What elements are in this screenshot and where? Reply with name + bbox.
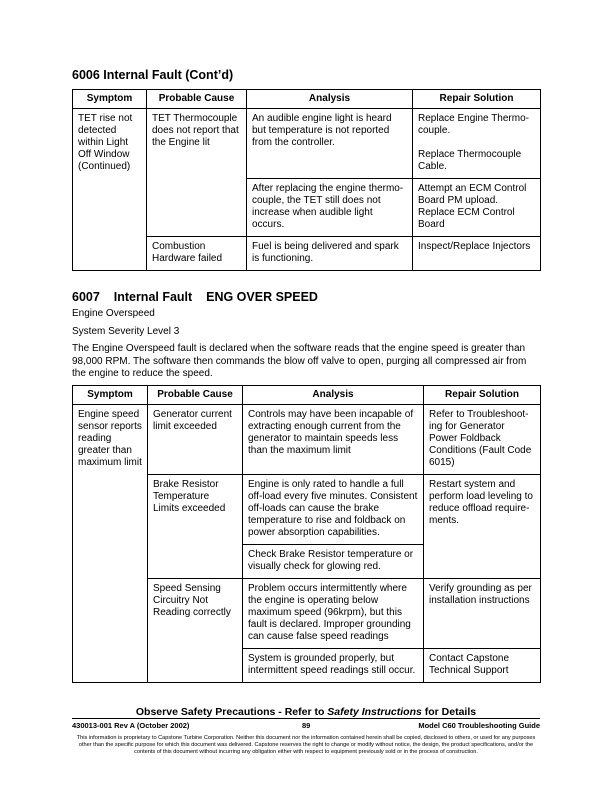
table-row bbox=[73, 405, 541, 475]
cause-cell: Speed Sensing Circuitry Not Reading correctly bbox=[148, 579, 243, 683]
table-header-row bbox=[73, 90, 541, 109]
repair-cell: Contact Capstone Technical Support bbox=[424, 649, 541, 683]
header-analysis: Analysis bbox=[247, 90, 413, 109]
repair-cell: Verify grounding as per installation instructions bbox=[424, 579, 541, 649]
analysis-cell: Engine is only rated to handle a full off-load every five minutes. Consistent off-loads can cause the brake temperature to rise and foldback on power absorption capabilities. bbox=[243, 475, 424, 545]
cause-cell: Generator current limit exceeded bbox=[148, 405, 243, 475]
repair-cell: Restart system and perform load leveling to reduce offload require-ments. bbox=[424, 475, 541, 579]
fault-description: The Engine Overspeed fault is declared when the software reads that the engine speed is greater than 98,000 RPM. The software then commands the blow off valve to open, purging all compressed air from the engine to reduce the speed. bbox=[72, 343, 527, 379]
analysis-cell: Check Brake Resistor temperature or visually check for glowing red. bbox=[243, 545, 424, 579]
analysis-cell: Fuel is being delivered and spark is functioning. bbox=[247, 237, 413, 271]
cause-cell: Combustion Hardware failed bbox=[147, 237, 247, 271]
fault-type: Internal Fault bbox=[113, 290, 193, 304]
header-repair-solution: Repair Solution bbox=[424, 386, 541, 405]
fault-6006-table bbox=[72, 89, 541, 271]
safety-instructions-ref: Safety Instructions bbox=[327, 706, 422, 718]
repair-cell: Attempt an ECM Control Board PM upload. Replace ECM Control Board bbox=[413, 179, 541, 237]
repair-text: Replace Engine Thermo-couple. bbox=[418, 113, 529, 136]
header-repair-solution: Repair Solution bbox=[413, 90, 541, 109]
header-probable-cause: Probable Cause bbox=[147, 90, 247, 109]
repair-cell: Inspect/Replace Injectors bbox=[413, 237, 541, 271]
safety-suffix: for Details bbox=[421, 706, 477, 718]
table-row bbox=[73, 109, 541, 179]
table-header-row bbox=[73, 386, 541, 405]
proprietary-disclaimer: This information is proprietary to Capstone Turbine Corporation. Neither this document nor the information contained herein shall be copied, disclosed to others, or used for any purposes other than the specific purpose for which this document was delivered. Capstone reserves the right to change or modify without notice, the design, the product specifications, and/or the contents of this document without incurring any obligation either with respect to equipment previously sold or in the process of construction. bbox=[76, 735, 536, 755]
symptom-cell: Engine speed sensor reports reading greater than maximum limit bbox=[73, 405, 148, 683]
safety-notice bbox=[0, 706, 612, 718]
safety-prefix: Observe Safety Precautions - Refer to bbox=[135, 706, 328, 718]
analysis-cell: System is grounded properly, but intermittent speed readings still occur. bbox=[243, 649, 424, 683]
cause-cell: TET Thermocouple does not report that the Engine lit bbox=[147, 109, 247, 237]
section-6007-title bbox=[72, 290, 318, 304]
spacer bbox=[418, 137, 535, 149]
section-6006-title: 6006 Internal Fault (Cont’d) bbox=[72, 68, 234, 82]
guide-name: Model C60 Troubleshooting Guide bbox=[418, 721, 540, 730]
header-symptom: Symptom bbox=[73, 386, 148, 405]
header-probable-cause: Probable Cause bbox=[148, 386, 243, 405]
repair-cell bbox=[413, 109, 541, 179]
footer-divider bbox=[72, 718, 540, 719]
analysis-cell: An audible engine light is heard but temperature is not reported from the controller. bbox=[247, 109, 413, 179]
fault-name: ENG OVER SPEED bbox=[206, 290, 318, 304]
analysis-cell: After replacing the engine thermo-couple, the TET still does not increase when audible light occurs. bbox=[247, 179, 413, 237]
document-id: 430013-001 Rev A (October 2002) bbox=[72, 721, 190, 730]
analysis-cell: Controls may have been incapable of extracting enough current from the generator to maintain speeds less than the maximum limit bbox=[243, 405, 424, 475]
repair-text: Replace Thermocouple Cable. bbox=[418, 149, 522, 172]
fault-code: 6007 bbox=[72, 290, 100, 304]
header-analysis: Analysis bbox=[243, 386, 424, 405]
cause-cell: Brake Resistor Temperature Limits exceeded bbox=[148, 475, 243, 579]
header-symptom: Symptom bbox=[73, 90, 147, 109]
repair-cell: Refer to Troubleshoot-ing for Generator Power Foldback Conditions (Fault Code 6015) bbox=[424, 405, 541, 475]
severity-level: System Severity Level 3 bbox=[72, 326, 180, 337]
symptom-cell: TET rise not detected within Light Off Window (Continued) bbox=[73, 109, 147, 271]
analysis-cell: Problem occurs intermittently where the engine is operating below maximum speed (96krpm), but this fault is declared. Improper grounding can cause false speed readings bbox=[243, 579, 424, 649]
fault-6007-table bbox=[72, 385, 541, 683]
page-number: 89 bbox=[302, 721, 311, 730]
fault-subtitle: Engine Overspeed bbox=[72, 308, 155, 319]
